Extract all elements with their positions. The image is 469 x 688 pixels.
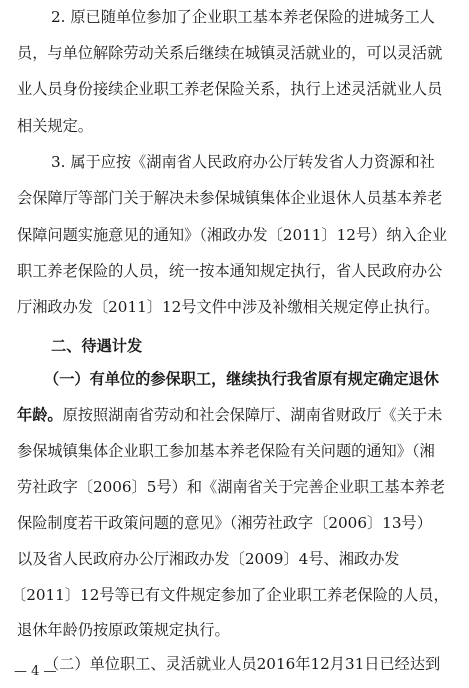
paragraph-line — [0, 258, 469, 284]
line-text: 劳社政字〔2006〕5号）和《湖南省关于完善企业职工基本养老 — [17, 478, 446, 496]
line-text: 保障问题实施意见的通知》（湘政办发〔2011〕12号）纳入企业 — [17, 226, 448, 244]
line-text: 以及省人民政府办公厅湘政办发〔2009〕4号、湘政办发 — [17, 550, 400, 568]
bold-fragment: 年龄。 — [17, 406, 63, 424]
paragraph-line — [0, 76, 469, 102]
paragraph-line — [0, 113, 469, 139]
line-text: （二）单位职工、灵活就业人员2016年12月31日已经达到 — [44, 655, 441, 673]
line-text: 员，与单位解除劳动关系后继续在城镇灵活就业的，可以灵活就 — [17, 44, 443, 62]
paragraph-line — [0, 294, 469, 320]
line-text: 〔2011〕12号等已有文件规定参加了企业职工养老保险的人员， — [11, 586, 449, 604]
paragraph-line — [0, 185, 469, 211]
section-heading — [0, 333, 469, 359]
line-text: 保险制度若干政策问题的意见》（湘劳社政字〔2006〕13号） — [17, 514, 432, 532]
paragraph-line — [0, 40, 469, 66]
line-text: 2. 原已随单位参加了企业职工基本养老保险的进城务工人 — [51, 8, 435, 26]
paragraph-line — [0, 402, 469, 428]
page-number: — 4 — — [14, 664, 57, 679]
line-text: 职工养老保险的人员，统一按本通知规定执行，省人民政府办公 — [17, 262, 443, 280]
paragraph-line — [0, 366, 469, 392]
paragraph-line — [0, 222, 469, 248]
line-text: 退休年龄仍按原政策规定执行。 — [17, 621, 230, 639]
paragraph-line — [0, 438, 469, 464]
heading-text: 二、待遇计发 — [51, 337, 143, 355]
line-text: 业人员身份接续企业职工养老保险关系，执行上述灵活就业人员 — [17, 80, 443, 98]
line-content — [17, 402, 442, 428]
line-text: 原按照湖南省劳动和社会保障厅、湖南省财政厅《关于未 — [62, 406, 443, 424]
line-text: 厅湘政办发〔2011〕12号文件中涉及补缴相关规定停止执行。 — [17, 298, 440, 316]
bold-fragment: （一）有单位的参保职工，继续执行我省原有规定确定退休 — [44, 370, 439, 388]
paragraph-line — [0, 149, 469, 175]
paragraph-line — [0, 651, 469, 677]
paragraph-line — [0, 510, 469, 536]
paragraph-line — [0, 617, 469, 643]
paragraph-line — [0, 474, 469, 500]
paragraph-line — [0, 4, 469, 30]
line-text: 3. 属于应按《湖南省人民政府办公厅转发省人力资源和社 — [51, 153, 435, 171]
line-text: 会保障厅等部门关于解决未参保城镇集体企业退休人员基本养老 — [17, 189, 443, 207]
paragraph-line — [0, 546, 469, 572]
line-text: 相关规定。 — [17, 117, 93, 135]
line-content — [44, 366, 439, 392]
line-text: 参保城镇集体企业职工参加基本养老保险有关问题的通知》（湘 — [17, 442, 435, 460]
paragraph-line — [0, 582, 469, 608]
